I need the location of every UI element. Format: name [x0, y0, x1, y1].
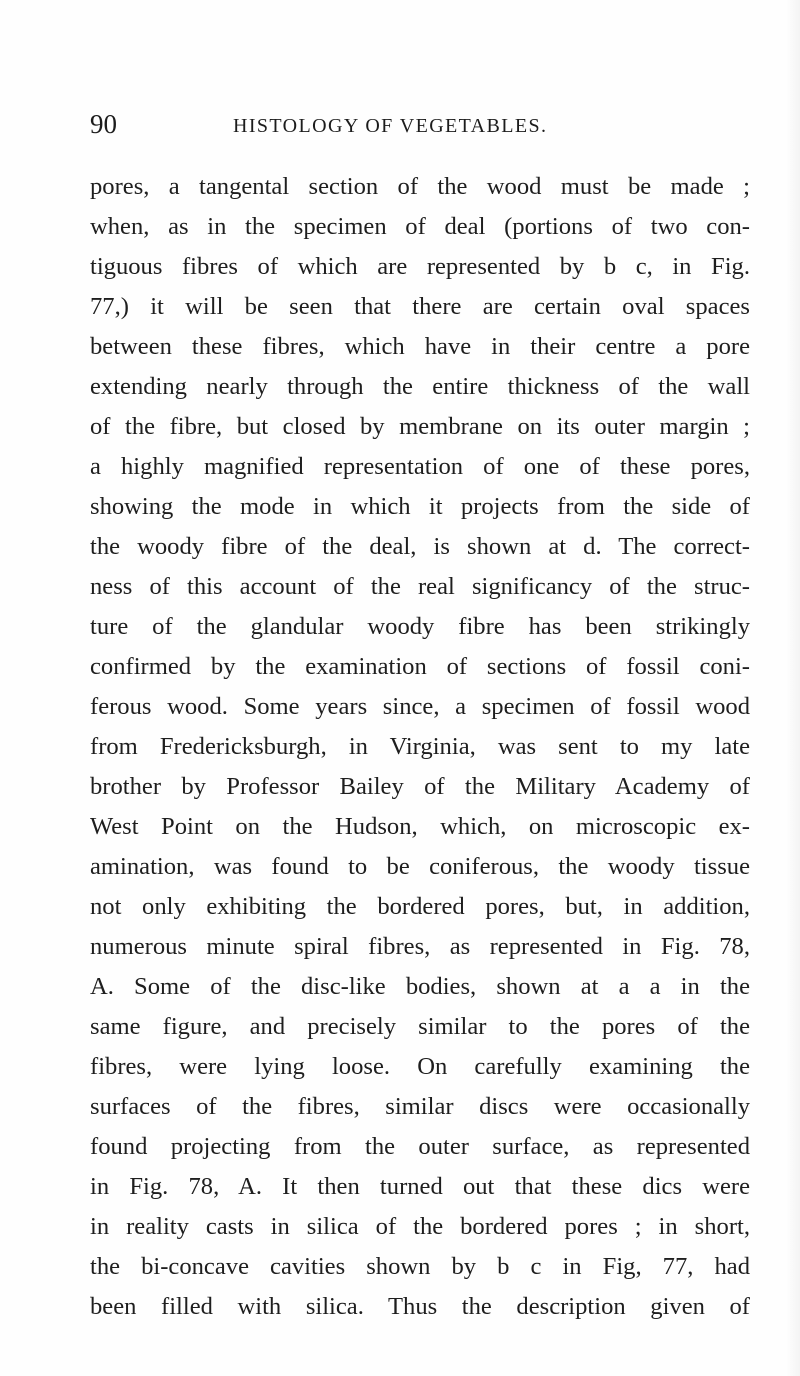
text-line: in Fig. 78, A. It then turned out that these dics were — [90, 1173, 750, 1200]
text-line: tiguous fibres of which are represented by b c, in Fig. — [90, 253, 750, 280]
text-line: the bi-concave cavities shown by b c in Fig, 77, had — [90, 1253, 750, 1280]
text-line: in reality casts in silica of the bordered pores ; in short, — [90, 1213, 750, 1240]
text-line: from Fredericksburgh, in Virginia, was sent to my late — [90, 733, 750, 760]
text-line: A. Some of the disc-like bodies, shown at a a in the — [90, 973, 750, 1000]
text-line: a highly magnified representation of one of these pores, — [90, 453, 750, 480]
text-line: amination, was found to be coniferous, the woody tissue — [90, 853, 750, 880]
text-line: the woody fibre of the deal, is shown at d. The correct- — [90, 533, 750, 560]
page-number: 90 — [90, 109, 117, 139]
text-line: between these fibres, which have in their centre a pore — [90, 333, 750, 360]
text-line: numerous minute spiral fibres, as represented in Fig. 78, — [90, 933, 750, 960]
body-paragraph — [90, 167, 750, 1327]
text-line: when, as in the specimen of deal (portions of two con- — [90, 213, 750, 240]
page-edge-shadow — [786, 0, 800, 1376]
text-line: fibres, were lying loose. On carefully examining the — [90, 1053, 750, 1080]
text-line: extending nearly through the entire thickness of the wall — [90, 373, 750, 400]
running-header — [90, 106, 730, 146]
text-line: same figure, and precisely similar to the pores of the — [90, 1013, 750, 1040]
text-line: brother by Professor Bailey of the Military Academy of — [90, 773, 750, 800]
running-header-title: HISTOLOGY OF VEGETABLES. — [233, 115, 548, 137]
text-line: showing the mode in which it projects from the side of — [90, 493, 750, 520]
text-line: found projecting from the outer surface, as represented — [90, 1133, 750, 1160]
text-line: surfaces of the fibres, similar discs were occasionally — [90, 1093, 750, 1120]
text-line: pores, a tangental section of the wood must be made ; — [90, 173, 750, 200]
text-line: ness of this account of the real significancy of the struc- — [90, 573, 750, 600]
text-line: ferous wood. Some years since, a specimen of fossil wood — [90, 693, 750, 720]
text-line: of the fibre, but closed by membrane on its outer margin ; — [90, 413, 750, 440]
text-line: confirmed by the examination of sections of fossil coni- — [90, 653, 750, 680]
text-line: not only exhibiting the bordered pores, but, in addition, — [90, 893, 750, 920]
text-line: ture of the glandular woody fibre has been strikingly — [90, 613, 750, 640]
text-line: 77,) it will be seen that there are certain oval spaces — [90, 293, 750, 320]
text-line: West Point on the Hudson, which, on microscopic ex- — [90, 813, 750, 840]
text-line: been filled with silica. Thus the description given of — [90, 1293, 750, 1320]
